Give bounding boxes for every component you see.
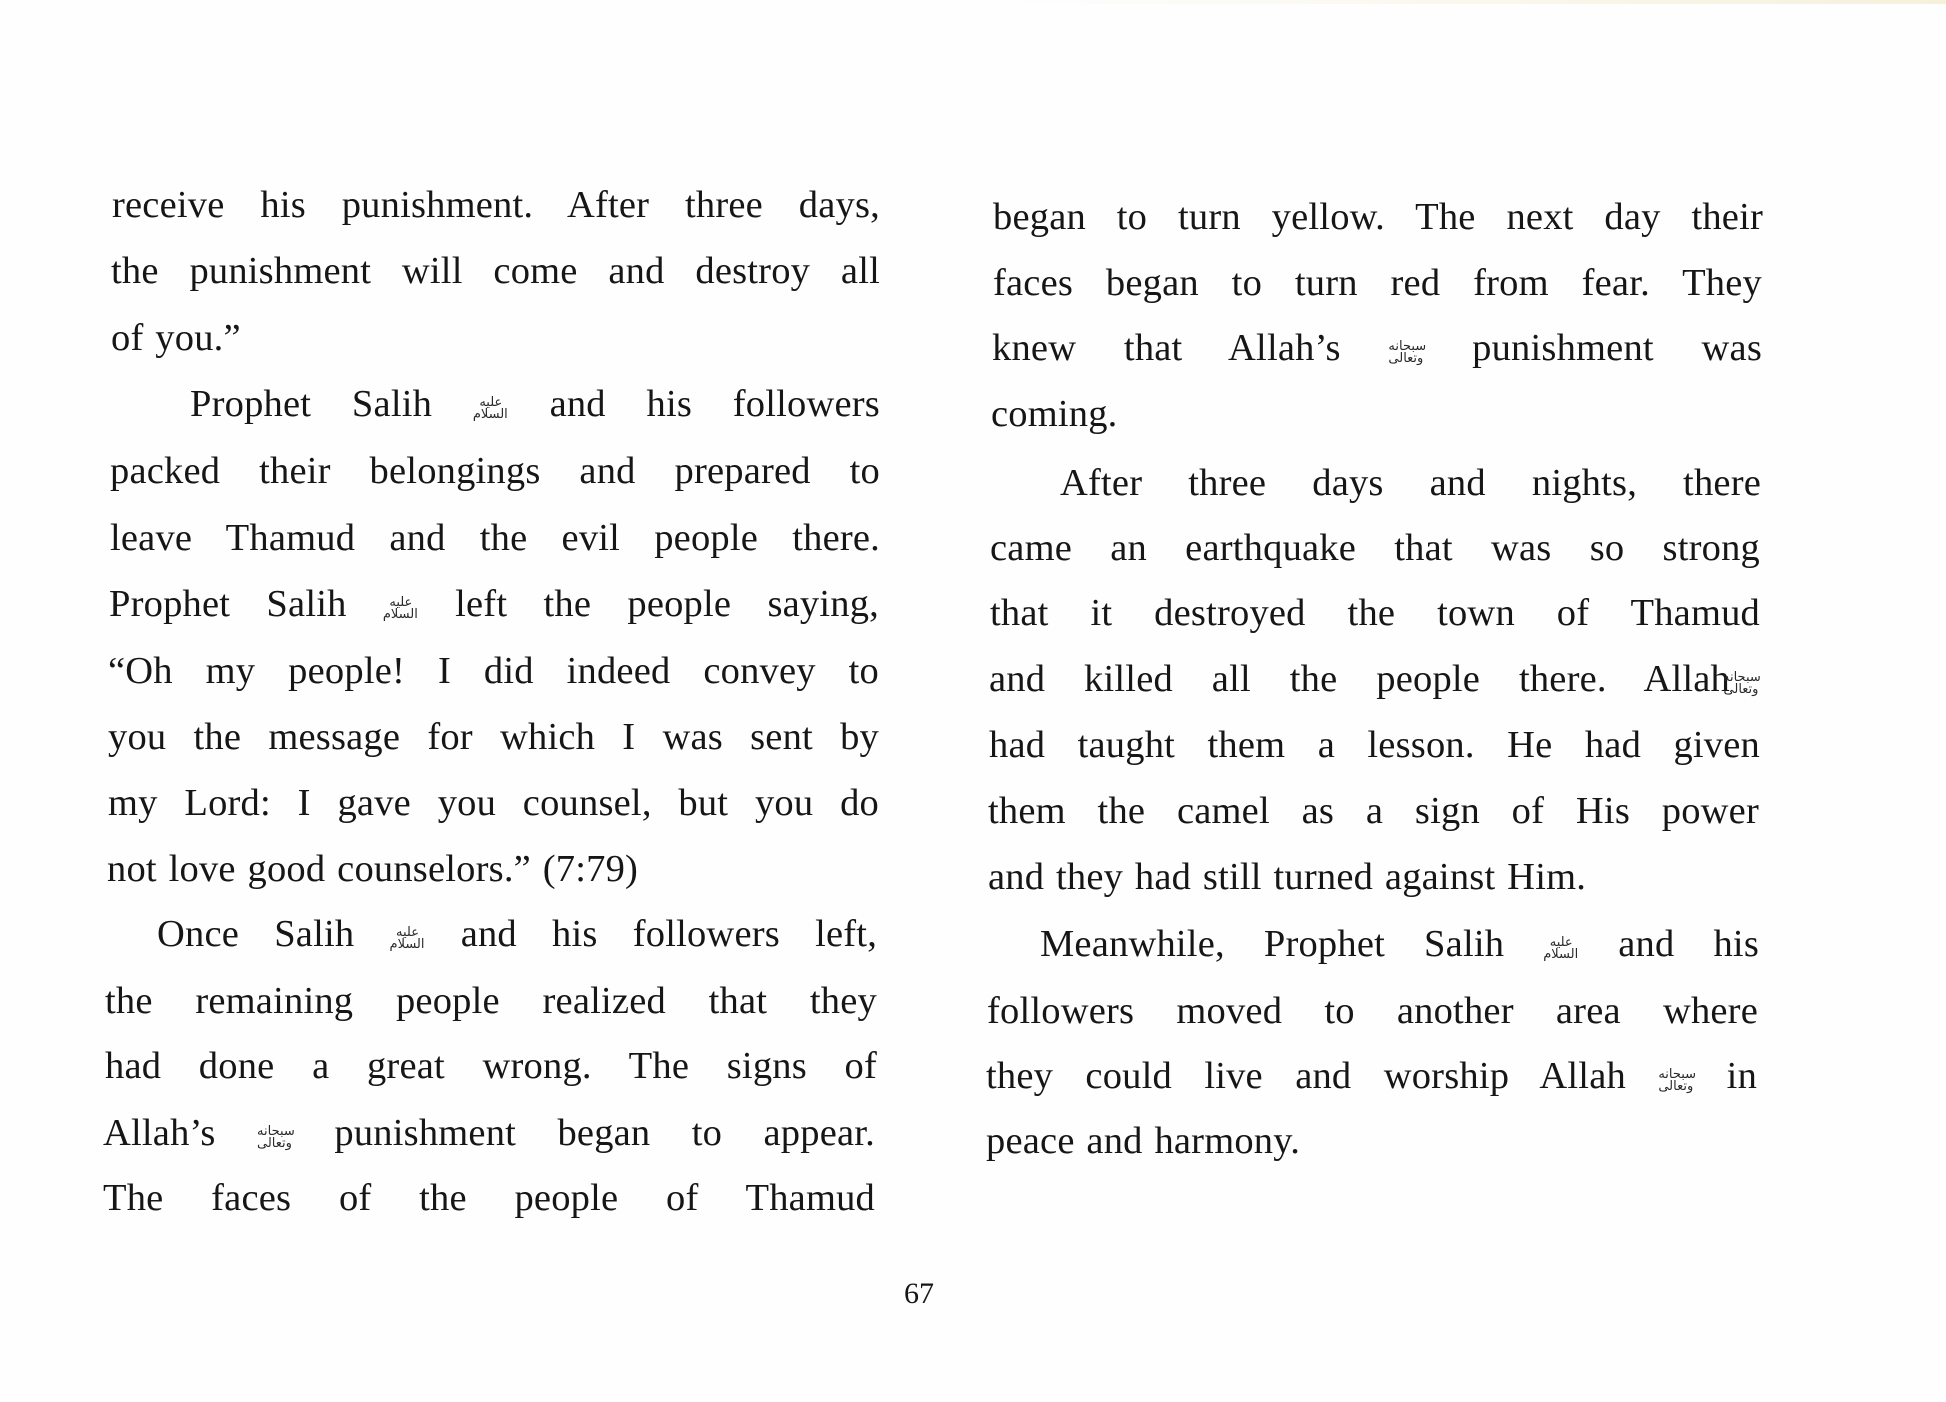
- line-text: Once Salih: [157, 913, 355, 955]
- line-text: that it destroyed the town of Thamud: [990, 592, 1760, 634]
- alayhis-salam-honorific-icon: عليه السلام: [472, 395, 508, 422]
- line-text: and they had still turned against Him.: [988, 856, 1587, 898]
- line-text: faces began to turn red from fear. They: [993, 262, 1762, 304]
- line-text: leave Thamud and the evil people there.: [110, 517, 880, 559]
- alayhis-salam-honorific-icon: عليه السلام: [382, 595, 418, 622]
- text-line: [993, 258, 1762, 308]
- text-line: [989, 720, 1760, 770]
- line-text: knew that Allah’s: [992, 327, 1341, 369]
- line-text: in: [1726, 1055, 1758, 1097]
- line-text: began to turn yellow. The next day their: [993, 196, 1763, 238]
- line-text: packed their belongings and prepared to: [110, 450, 880, 492]
- text-line: [991, 389, 1761, 439]
- line-text: “Oh my people! I did indeed convey to: [108, 650, 879, 692]
- line-text: Prophet Salih: [109, 583, 347, 625]
- line-text: Allah’s: [103, 1112, 216, 1154]
- text-line: [986, 1116, 1757, 1166]
- line-text: them the camel as a sign of His power: [988, 790, 1759, 832]
- text-line: [988, 786, 1759, 836]
- line-text: After three days and nights, there: [1060, 462, 1761, 504]
- line-text: coming.: [991, 393, 1118, 435]
- alayhis-salam-honorific-icon: عليه السلام: [389, 925, 425, 952]
- text-line: [993, 192, 1763, 242]
- line-text: Meanwhile, Prophet Salih: [1040, 923, 1505, 965]
- text-line: [990, 523, 1760, 573]
- line-text: and killed all the people there. Allah: [989, 658, 1730, 700]
- line-text: punishment was: [1472, 327, 1763, 369]
- text-line: [992, 323, 1762, 373]
- line-text: punishment began to appear.: [334, 1112, 875, 1154]
- alayhis-salam-honorific-icon: عليه السلام: [1543, 935, 1579, 962]
- page-number: 67: [904, 1277, 934, 1310]
- text-line: [989, 654, 1730, 704]
- line-text: came an earthquake that was so strong: [990, 527, 1760, 569]
- line-text: and his: [1618, 923, 1759, 965]
- line-text: Prophet Salih: [190, 383, 433, 425]
- text-line: [988, 852, 1759, 902]
- line-text: peace and harmony.: [986, 1120, 1301, 1162]
- subhanahu-wa-taala-honorific-icon: سبحانه وتعالى: [1723, 670, 1761, 697]
- line-text: they could live and worship Allah: [986, 1055, 1626, 1097]
- line-text: The faces of the people of Thamud: [103, 1177, 875, 1219]
- subhanahu-wa-taala-honorific-icon: سبحانه وتعالى: [1658, 1067, 1697, 1094]
- line-text: you the message for which I was sent by: [108, 716, 879, 758]
- line-text: and his followers left,: [460, 913, 878, 955]
- text-line: [1060, 458, 1761, 508]
- line-text: had done a great wrong. The signs of: [105, 1045, 877, 1087]
- line-text: the remaining people realized that they: [105, 980, 877, 1022]
- subhanahu-wa-taala-honorific-icon: سبحانه وتعالى: [1388, 339, 1427, 366]
- text-line: [987, 986, 1758, 1036]
- line-text: of you.”: [111, 317, 241, 359]
- line-text: not love good counselors.” (7:79): [107, 848, 639, 890]
- line-text: left the people saying,: [455, 583, 879, 625]
- subhanahu-wa-taala-honorific-icon: سبحانه وتعالى: [257, 1124, 295, 1151]
- line-text: receive his punishment. After three days,: [112, 184, 880, 226]
- text-line: [986, 1051, 1757, 1101]
- line-text: and his followers: [549, 383, 880, 425]
- line-text: the punishment will come and destroy all: [111, 250, 880, 292]
- text-line: [990, 588, 1760, 638]
- line-text: had taught them a lesson. He had given: [989, 724, 1760, 766]
- line-text: followers moved to another area where: [987, 990, 1758, 1032]
- text-line: [1040, 919, 1759, 969]
- line-text: my Lord: I gave you counsel, but you do: [108, 782, 879, 824]
